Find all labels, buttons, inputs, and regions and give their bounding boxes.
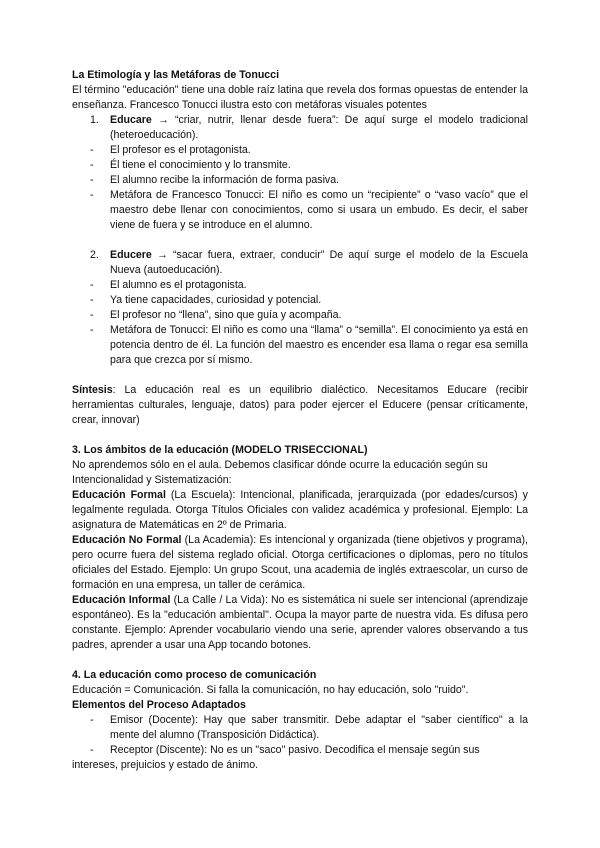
list-item: - Metáfora de Francesco Tonucci: El niño es como un “recipiente” o “vaso vacío” que el maestro debe llenar con conocimientos, como si usara un embudo. Es decir, el saber viene de fuera y se introduce en el alumno. — [90, 189, 528, 231]
list-item: - El profesor es el protagonista. — [90, 144, 251, 156]
synthesis-paragraph: Síntesis: La educación real es un equilibrio dialéctico. Necesitamos Educare (recibir herramientas culturales, lenguaje, datos) para poder ejercer el Educere (pensar críticamente, crear, innovar) — [72, 384, 528, 426]
item-number: 2. — [90, 249, 99, 261]
section-title-ambitos: 3. Los ámbitos de la educación (MODELO TRISECCIONAL) — [72, 444, 368, 456]
section-title-comunicacion: 4. La educación como proceso de comunicación — [72, 669, 317, 681]
term-educare: Educare — [110, 114, 152, 126]
item-number: 1. — [90, 114, 99, 126]
list-item: - Metáfora de Tonucci: El niño es como una “llama” o “semilla”. El conocimiento ya está en potencia dentro de él. La función del maestro es encender esa llama o regar esa semilla para que crezca por sí mismo. — [90, 324, 528, 366]
section-intro: No aprendemos sólo en el aula. Debemos clasificar dónde ocurre la educación según su Intencionalidad y Sistematización: — [72, 459, 488, 486]
list-item: - Emisor (Docente): Hay que saber transmitir. Debe adaptar el "saber científico" a la mente del alumno (Transposición Didáctica). — [90, 714, 528, 741]
paragraph-no-formal: Educación No Formal (La Academia): Es intencional y organizada (tiene objetivos y programa), pero ocurre fuera del sistema reglado oficial. Otorga certificaciones o diplomas, pero no títulos oficiales del Estado. Ejemplo: Un grupo Scout, una academia de inglés extraescolar, un curso de formación en una empresa, un taller de cerámica. — [72, 534, 528, 591]
item-text: → “criar, nutrir, llenar desde fuera”: De aquí surge el modelo tradicional (heteroeducación). — [110, 114, 528, 141]
document-page — [72, 68, 528, 773]
list-item: - Ya tiene capacidades, curiosidad y potencial. — [90, 294, 322, 306]
numbered-item-educere — [72, 248, 528, 278]
term-educere: Educere — [110, 249, 152, 261]
paragraph-comunicacion: Educación = Comunicación. Si falla la comunicación, no hay educación, solo "ruido". — [72, 684, 469, 696]
synthesis-label: Síntesis — [72, 384, 113, 396]
paragraph-informal: Educación Informal (La Calle / La Vida): No es sistemática ni suele ser intencional (aprendizaje espontáneo). Es la "educación ambiental". Ocupa la mayor parte de nuestra vida. Es difusa pero constante. Ejemplo: Aprender vocabulario viendo una serie, aprender valores observando a tus padres, aprender a usar una App tocando botones. — [72, 594, 528, 651]
list-item: - Receptor (Discente): No es un "saco" pasivo. Decodifica el mensaje según sus intereses, prejuicios y estado de ánimo. — [72, 744, 480, 771]
paragraph-formal: Educación Formal (La Escuela): Intencional, planificada, jerarquizada (por edades/cursos) y legalmente regulada. Otorga Títulos Oficiales con validez académica y profesional. Ejemplo: La asignatura de Matemáticas en 2º de Primaria. — [72, 489, 528, 531]
list-item: - Él tiene el conocimiento y lo transmite. — [90, 159, 291, 171]
section-title-etimologia: La Etimología y las Metáforas de Tonucci — [72, 69, 280, 81]
item-text: → “sacar fuera, extraer, conducir” De aquí surge el modelo de la Escuela Nueva (autoeducación). — [110, 249, 528, 276]
list-item: - El alumno es el protagonista. — [90, 279, 247, 291]
section-intro: El término "educación" tiene una doble raíz latina que revela dos formas opuestas de entender la enseñanza. Francesco Tonucci ilustra esto con metáforas visuales potentes — [72, 84, 528, 111]
subsection-title: Elementos del Proceso Adaptados — [72, 699, 246, 711]
list-item: - El alumno recibe la información de forma pasiva. — [90, 174, 340, 186]
list-item: - El profesor no “llena”, sino que guía y acompaña. — [90, 309, 342, 321]
numbered-item-educare — [72, 113, 528, 143]
